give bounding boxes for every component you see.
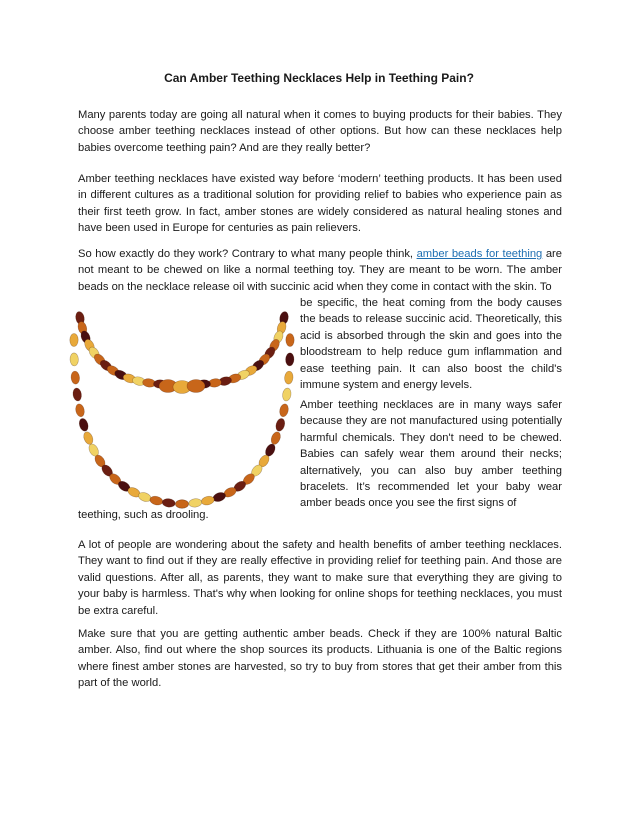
paragraph-questions: A lot of people are wondering about the safety and health benefits of amber teething necklaces. They want to find out if they are really effective in providing relief for teething pain. And those are valid questions. After all, as parents, they want to make sure that everything they are giving to your baby is harmless. That's why when looking for online shops for teething necklaces, you must be extra careful.: [78, 539, 562, 617]
paragraph-succinic-acid: be specific, the heat coming from the body causes the beads to release succinic acid. Theoretically, this acid is absorbed through the skin and goes into the bloodstream to help reduce gum inflammation and ease teething pain. It can also boost the child's immune system and energy levels.: [300, 297, 562, 392]
amber-bead: [284, 371, 294, 385]
paragraph-how-it-works-end: are not meant to be chewed on like a normal teething toy. They are meant to be worn. The amber beads on the necklace release oil with succinic acid when they come in contact with the skin. To: [78, 248, 562, 293]
amber-bead: [278, 403, 289, 418]
paragraph-how-it-works-start: So how exactly do they work? Contrary to what many people think,: [78, 248, 417, 260]
amber-bead: [70, 333, 79, 346]
amber-bead: [285, 353, 294, 366]
paragraph-history: Amber teething necklaces have existed way before ‘modern’ teething products. It has been used in different cultures as a traditional solution for providing relief to babies who experience pain as their first teeth grow. In fact, amber stones are widely considered as natural healing stones and have been used in Europe for centuries as pain relievers.: [78, 173, 562, 235]
amber-bead: [149, 495, 164, 506]
amber-bead: [71, 371, 81, 385]
paragraph-intro: Many parents today are going all natural when it comes to buying products for their babies. They choose amber teething necklaces instead of other options. But how can these necklaces help babies overcome teething pain? And are they really better?: [78, 109, 562, 154]
amber-beads-link[interactable]: amber beads for teething: [416, 248, 543, 260]
amber-bead: [70, 353, 79, 366]
amber-bead: [269, 431, 282, 446]
amber-bead: [74, 403, 85, 418]
amber-bead: [286, 333, 295, 346]
paragraph-safety: Amber teething necklaces are in many ways safer because they are not manufactured using potentially harmful chemicals. They don't need to be chewed. Babies can safely wear them around their necks; alternatively, you can also buy amber teething bracelets. It’s recommended let your baby wear amber beads once you see the first signs of: [300, 399, 562, 510]
amber-bead: [282, 387, 292, 401]
amber-bead: [274, 417, 286, 432]
amber-bead: [72, 387, 82, 401]
paragraph-authentic-amber: Make sure that you are getting authentic amber beads. Check if they are 100% natural Baltic amber. Also, find out where the shop sources its products. Lithuania is one of the Baltic regions where finest amber stones are harvested, so try to buy from stores that get their amber from this part of the world.: [78, 628, 562, 690]
paragraph-safety-tail: teething, such as drooling.: [78, 509, 209, 521]
amber-bead: [201, 495, 216, 506]
amber-bead: [187, 380, 205, 393]
amber-bead: [82, 431, 95, 446]
article-title: Can Amber Teething Necklaces Help in Teething Pain?: [164, 71, 474, 85]
paragraph-how-it-works: [78, 246, 562, 295]
amber-necklace-image: [64, 300, 300, 512]
amber-bead: [78, 417, 90, 432]
